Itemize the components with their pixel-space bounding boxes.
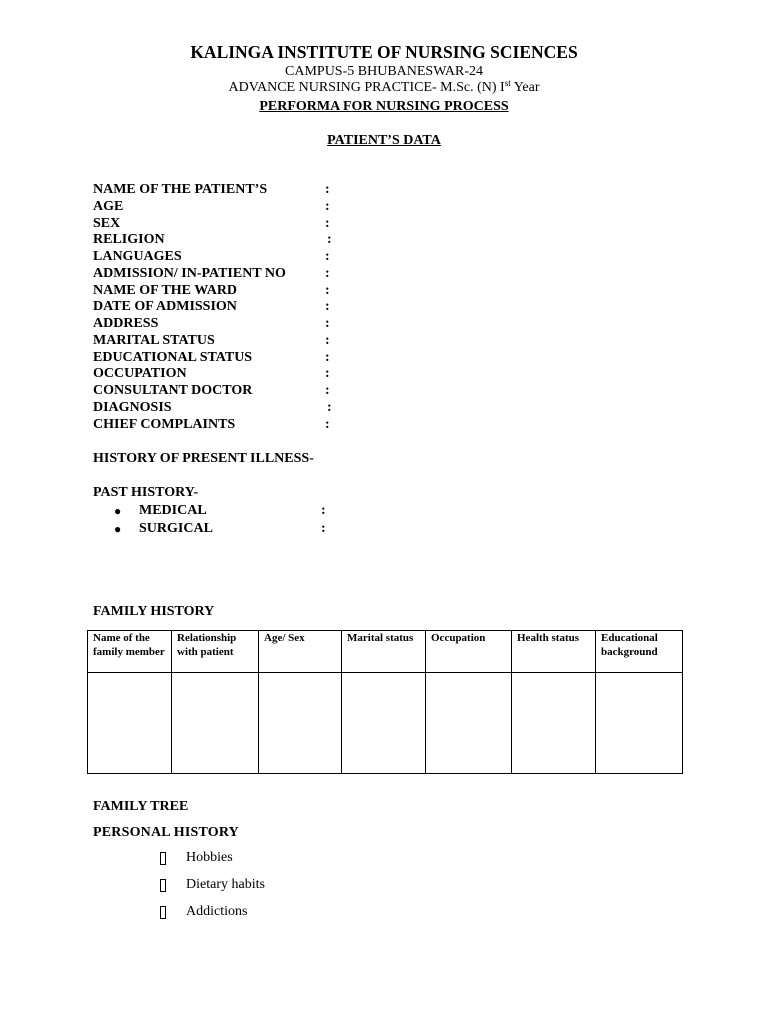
column-header: Educational background — [596, 631, 683, 673]
column-header: Name of the family member — [88, 631, 172, 673]
family-history-table — [87, 630, 683, 774]
field-row — [93, 416, 330, 434]
field-label: OCCUPATION — [93, 366, 187, 382]
patient-data-heading-text: PATIENT’S DATA — [327, 133, 441, 148]
field-separator: : — [321, 521, 326, 536]
past-history-heading: PAST HISTORY- — [93, 485, 199, 500]
field-row — [93, 182, 330, 199]
field-label: ADDRESS — [93, 316, 159, 331]
field-row — [93, 332, 330, 350]
bullet-icon: ● — [114, 504, 122, 518]
table-cell — [259, 673, 342, 774]
field-label: AGE — [93, 198, 124, 214]
field-separator: : — [325, 282, 330, 298]
course-superscript: st — [504, 78, 511, 88]
field-separator: : — [321, 503, 326, 518]
table-cell — [88, 673, 172, 774]
field-label: CONSULTANT DOCTOR — [93, 383, 253, 398]
personal-history-item: Addictions — [186, 904, 248, 919]
past-history-label: MEDICAL — [139, 503, 207, 518]
checkbox-glyph-icon — [160, 906, 166, 919]
field-separator: : — [325, 299, 330, 315]
course-prefix: ADVANCE NURSING PRACTICE- M.Sc. (N) I — [228, 80, 505, 95]
field-label: DATE OF ADMISSION — [93, 299, 237, 315]
field-label: SEX — [93, 215, 121, 231]
table-cell — [172, 673, 259, 774]
field-label: NAME OF THE PATIENT’S — [93, 182, 268, 197]
past-history-label: SURGICAL — [139, 521, 213, 536]
field-label: ADMISSION/ IN-PATIENT NO — [93, 265, 286, 281]
field-row — [93, 349, 330, 367]
field-label: DIAGNOSIS — [93, 399, 172, 415]
field-separator: : — [325, 366, 330, 382]
field-label: RELIGION — [93, 232, 165, 248]
column-header: Relationship with patient — [172, 631, 259, 673]
column-header: Occupation — [426, 631, 512, 673]
column-header: Health status — [512, 631, 596, 673]
field-separator: : — [325, 383, 330, 398]
table-cell — [596, 673, 683, 774]
column-header: Marital status — [342, 631, 426, 673]
course-suffix: Year — [510, 80, 540, 95]
field-separator: : — [327, 399, 332, 415]
column-header: Age/ Sex — [259, 631, 342, 673]
form-title — [0, 99, 768, 115]
field-row — [93, 215, 330, 233]
field-row — [93, 198, 330, 216]
personal-history-item: Dietary habits — [186, 877, 265, 892]
table-row — [88, 673, 683, 774]
field-separator: : — [325, 265, 330, 281]
table-header-row — [88, 631, 683, 673]
history-present-illness-heading: HISTORY OF PRESENT ILLNESS- — [93, 451, 314, 466]
field-separator: : — [325, 332, 330, 348]
field-row — [93, 366, 330, 383]
field-separator: : — [325, 349, 330, 365]
field-row — [93, 299, 330, 316]
field-separator: : — [327, 232, 332, 248]
field-row — [93, 316, 330, 333]
field-separator: : — [325, 249, 330, 264]
family-tree-heading: FAMILY TREE — [93, 799, 189, 814]
field-separator: : — [325, 198, 330, 214]
field-label: LANGUAGES — [93, 249, 182, 264]
field-row — [93, 383, 330, 400]
field-separator: : — [325, 416, 330, 432]
personal-history-heading: PERSONAL HISTORY — [93, 825, 239, 840]
personal-history-item: Hobbies — [186, 850, 233, 865]
patient-data-heading — [0, 133, 768, 149]
course-line — [0, 80, 768, 96]
family-history-heading: FAMILY HISTORY — [93, 604, 215, 619]
field-label: MARITAL STATUS — [93, 332, 215, 348]
bullet-icon: ● — [114, 522, 122, 536]
field-separator: : — [325, 316, 330, 331]
campus-line: CAMPUS-5 BHUBANESWAR-24 — [285, 64, 483, 79]
checkbox-glyph-icon — [160, 852, 166, 865]
field-separator: : — [325, 182, 330, 197]
field-row — [93, 232, 332, 249]
table-cell — [342, 673, 426, 774]
institute-name: KALINGA INSTITUTE OF NURSING SCIENCES — [190, 42, 578, 62]
field-row — [93, 265, 330, 283]
field-separator: : — [325, 215, 330, 231]
field-label: NAME OF THE WARD — [93, 282, 238, 298]
table-cell — [512, 673, 596, 774]
form-title-text: PERFORMA FOR NURSING PROCESS — [259, 99, 509, 114]
field-label: CHIEF COMPLAINTS — [93, 416, 236, 432]
field-row — [93, 282, 330, 300]
field-row — [93, 399, 332, 417]
field-label: EDUCATIONAL STATUS — [93, 349, 253, 365]
table-cell — [426, 673, 512, 774]
field-row — [93, 249, 330, 266]
checkbox-glyph-icon — [160, 879, 166, 892]
patient-fields-list — [93, 182, 332, 433]
